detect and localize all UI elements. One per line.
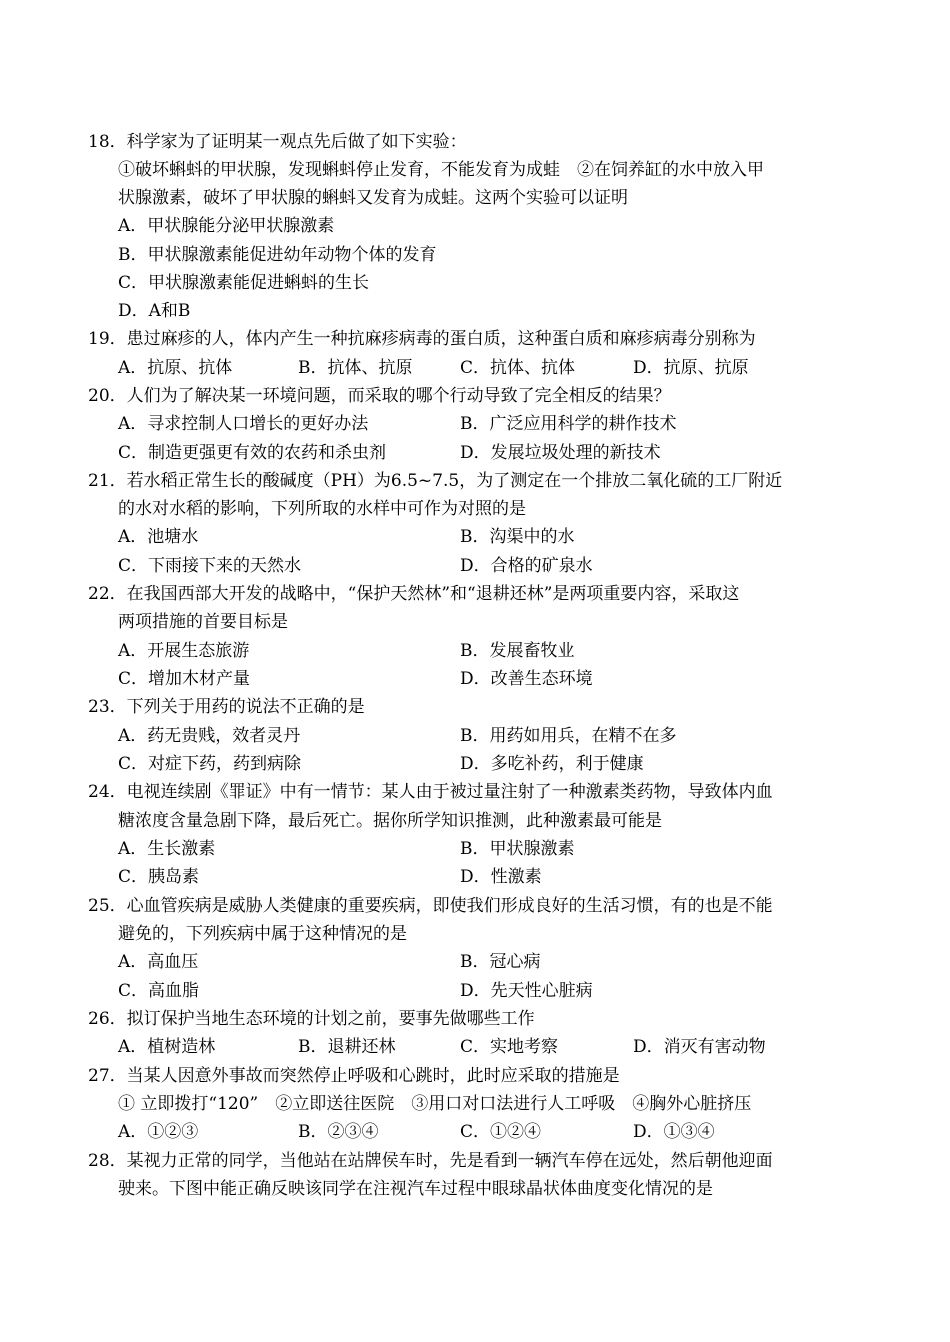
question-22-stem: 22．在我国西部大开发的战略中，“保护天然林”和“退耕还林”是两项重要内容，采取这 (88, 584, 740, 604)
question-23-option-b: B．用药如用兵，在精不在多 (460, 726, 677, 746)
question-22-option-b: B．发展畜牧业 (460, 641, 575, 661)
question-19-option-b: B．抗体、抗原 (298, 358, 413, 378)
question-25-option-d: D．先天性心脏病 (460, 981, 593, 1001)
question-22-option-c: C．增加木材产量 (118, 669, 251, 689)
question-22-text-line: 两项措施的首要目标是 (118, 612, 288, 632)
question-25-option-c: C．高血脂 (118, 981, 200, 1001)
question-25-text-line: 避免的，下列疾病中属于这种情况的是 (118, 924, 407, 944)
question-24-option-a: A．生长激素 (118, 839, 216, 859)
question-26-option-b: B．退耕还林 (298, 1037, 396, 1057)
question-23-option-a: A．药无贵贱，效者灵丹 (118, 726, 301, 746)
question-18-option-b: B．甲状腺激素能促进幼年动物个体的发育 (118, 245, 437, 265)
question-18-text-line: 状腺激素，破坏了甲状腺的蝌蚪又发育为成蛙。这两个实验可以证明 (118, 188, 628, 208)
question-20-option-a: A．寻求控制人口增长的更好办法 (118, 414, 369, 434)
question-23-option-c: C．对症下药，药到病除 (118, 754, 302, 774)
question-19-option-d: D．抗原、抗原 (633, 358, 749, 378)
question-27-option-c: C．①②④ (460, 1122, 542, 1142)
question-21-option-d: D．合格的矿泉水 (460, 556, 593, 576)
question-19-stem: 19．患过麻疹的人，体内产生一种抗麻疹病毒的蛋白质，这种蛋白质和麻疹病毒分别称为 (88, 329, 756, 349)
question-23-option-d: D．多吃补药，利于健康 (460, 754, 644, 774)
question-24-stem: 24．电视连续剧《罪证》中有一情节：某人由于被过量注射了一种激素类药物，导致体内血 (88, 782, 773, 802)
question-20-stem: 20．人们为了解决某一环境问题，而采取的哪个行动导致了完全相反的结果？ (88, 386, 671, 406)
question-21-option-b: B．沟渠中的水 (460, 527, 575, 547)
question-24-option-c: C．胰岛素 (118, 867, 200, 887)
question-26-stem: 26．拟订保护当地生态环境的计划之前，要事先做哪些工作 (88, 1009, 535, 1029)
question-26-option-a: A．植树造林 (118, 1037, 216, 1057)
question-20-option-c: C．制造更强更有效的农药和杀虫剂 (118, 443, 387, 463)
question-25-option-a: A．高血压 (118, 952, 199, 972)
question-18-stem: 18．科学家为了证明某一观点先后做了如下实验： (88, 132, 467, 152)
question-27-option-d: D．①③④ (633, 1122, 715, 1142)
question-18-option-a: A．甲状腺能分泌甲状腺激素 (118, 216, 335, 236)
question-26-option-c: C．实地考察 (460, 1037, 559, 1057)
question-27-text-line: ① 立即拨打“120” ②立即送往医院 ③用口对口法进行人工呼吸 ④胸外心脏挤压 (118, 1094, 752, 1114)
question-26-option-d: D．消灭有害动物 (633, 1037, 766, 1057)
question-25-option-b: B．冠心病 (460, 952, 541, 972)
question-24-text-line: 糖浓度含量急剧下降，最后死亡。据你所学知识推测，此种激素最可能是 (118, 811, 662, 831)
question-27-option-a: A．①②③ (118, 1122, 199, 1142)
question-27-option-b: B．②③④ (298, 1122, 379, 1142)
question-18-text-line: ①破坏蝌蚪的甲状腺，发现蝌蚪停止发育，不能发育为成蛙 ②在饲养缸的水中放入甲 (118, 160, 764, 180)
question-21-option-c: C．下雨接下来的天然水 (118, 556, 302, 576)
question-20-option-b: B．广泛应用科学的耕作技术 (460, 414, 677, 434)
question-24-option-b: B．甲状腺激素 (460, 839, 575, 859)
question-21-text-line: 的水对水稻的影响，下列所取的水样中可作为对照的是 (118, 499, 526, 519)
question-19-option-c: C．抗体、抗体 (460, 358, 576, 378)
question-21-option-a: A．池塘水 (118, 527, 199, 547)
question-28-text-line: 驶来。下图中能正确反映该同学在注视汽车过程中眼球晶状体曲度变化情况的是 (118, 1179, 713, 1199)
question-22-option-d: D．改善生态环境 (460, 669, 593, 689)
question-24-option-d: D．性激素 (460, 867, 542, 887)
question-23-stem: 23．下列关于用药的说法不正确的是 (88, 697, 365, 717)
question-18-option-c: C．甲状腺激素能促进蝌蚪的生长 (118, 273, 370, 293)
question-22-option-a: A．开展生态旅游 (118, 641, 250, 661)
question-19-option-a: A．抗原、抗体 (118, 358, 233, 378)
question-28-stem: 28．某视力正常的同学，当他站在站牌侯车时，先是看到一辆汽车停在远处，然后朝他迎面 (88, 1151, 773, 1171)
question-21-stem: 21．若水稻正常生长的酸碱度（PH）为6.5~7.5，为了测定在一个排放二氧化硫的工厂附近 (88, 471, 783, 491)
question-18-option-d: D．A和B (118, 301, 191, 321)
question-20-option-d: D．发展垃圾处理的新技术 (460, 443, 661, 463)
question-25-stem: 25．心血管疾病是威胁人类健康的重要疾病，即使我们形成良好的生活习惯，有的也是不能 (88, 896, 773, 916)
question-27-stem: 27．当某人因意外事故而突然停止呼吸和心跳时，此时应采取的措施是 (88, 1066, 620, 1086)
